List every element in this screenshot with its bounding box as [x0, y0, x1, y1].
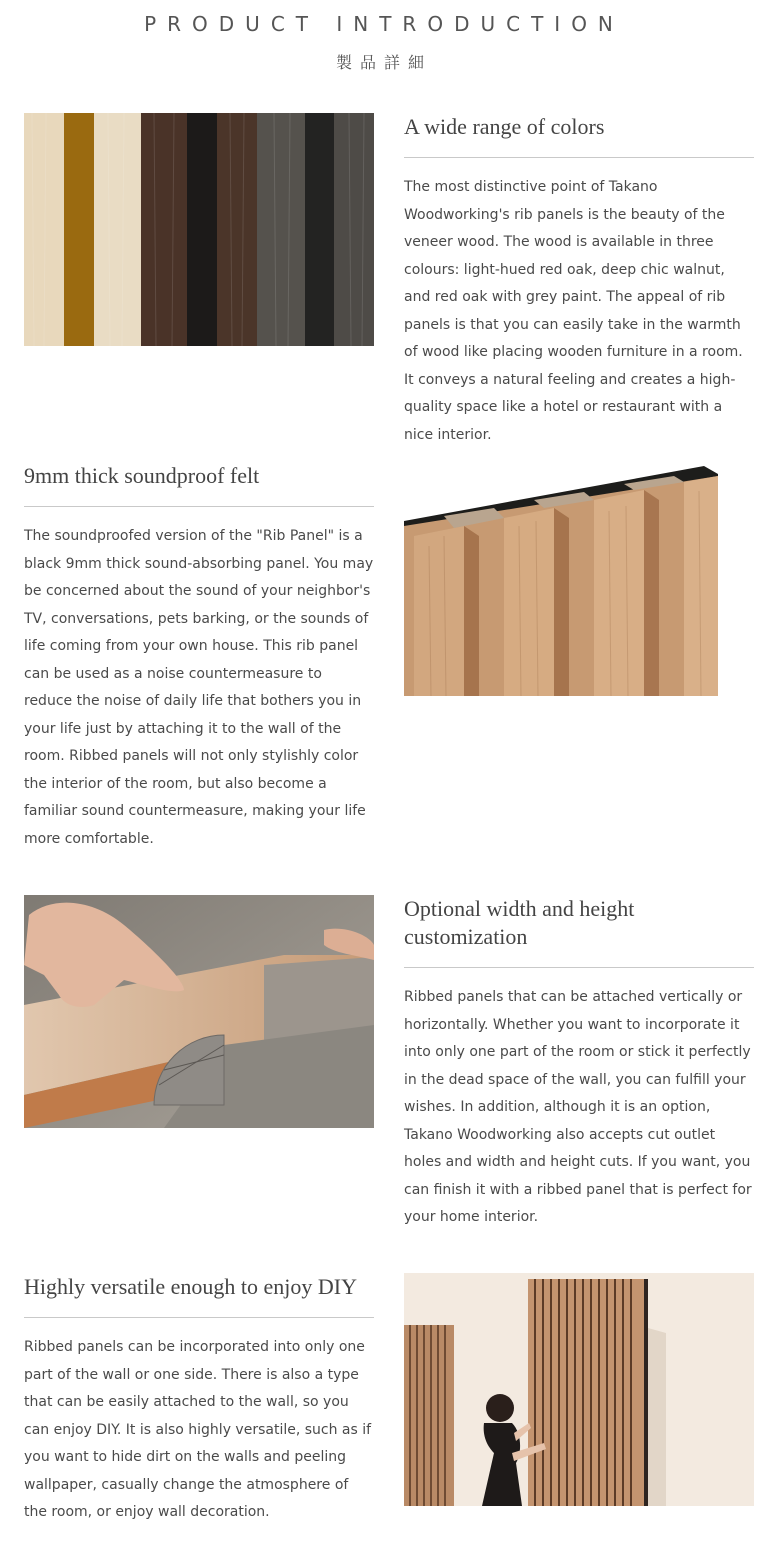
woman-installing-panel-image	[404, 1273, 754, 1506]
section-body: Ribbed panels can be incorporated into only one part of the wall or one side. There is also a type that can be easily attached to the wall, so you can enjoy DIY. It is also highly versatile, such as if you want to hide dirt on the walls and peeling wallpaper, casually change the atmosphere of the room, or enjoy wall decoration.	[24, 1339, 372, 1520]
page-subtitle: 製品詳細	[335, 53, 432, 72]
section-soundproof	[24, 462, 374, 853]
section-heading: Optional width and height customization	[404, 895, 754, 968]
section-customization	[404, 895, 754, 1232]
section-heading: 9mm thick soundproof felt	[24, 462, 374, 507]
table-saw-cutting-image	[24, 895, 374, 1128]
section-heading: A wide range of colors	[404, 113, 754, 158]
section-body: The most distinctive point of Takano Woodworking's rib panels is the beauty of the veneer wood. The wood is available in three colours: light-hued red oak, deep chic walnut, and red oak with grey paint. The appeal of rib panels is that you can easily take in the warmth of wood like placing wooden furniture in a room. It conveys a natural feeling and creates a high-quality space like a hotel or restaurant with a nice interior.	[404, 179, 743, 443]
section-body: The soundproofed version of the "Rib Panel" is a black 9mm thick sound-absorbing panel. You may be concerned about the sound of your neighbor's TV, conversations, pets barking, or the sounds of life coming from your own house. This rib panel can be used as a noise countermeasure to reduce the noise of daily life that bothers you in your life just by attaching it to the wall of the room. Ribbed panels will not only stylishly color the interior of the room, but also become a familiar sound countermeasure, making your life more comfortable.	[24, 528, 374, 847]
section-diy	[24, 1273, 374, 1527]
section-heading: Highly versatile enough to enjoy DIY	[24, 1273, 374, 1318]
section-colors	[404, 113, 754, 449]
wood-color-samples-image	[24, 113, 374, 346]
page-title: PRODUCT INTRODUCTION	[144, 12, 624, 36]
section-body: Ribbed panels that can be attached vertically or horizontally. Whether you want to incorporate it into only one part of the room or stick it perfectly in the dead space of the wall, you can fulfill your wishes. In addition, although it is an option, Takano Woodworking also accepts cut outlet holes and width and height cuts. If you want, you can finish it with a ribbed panel that is perfect for your home interior.	[404, 989, 752, 1225]
rib-panel-felt-image	[404, 466, 718, 696]
